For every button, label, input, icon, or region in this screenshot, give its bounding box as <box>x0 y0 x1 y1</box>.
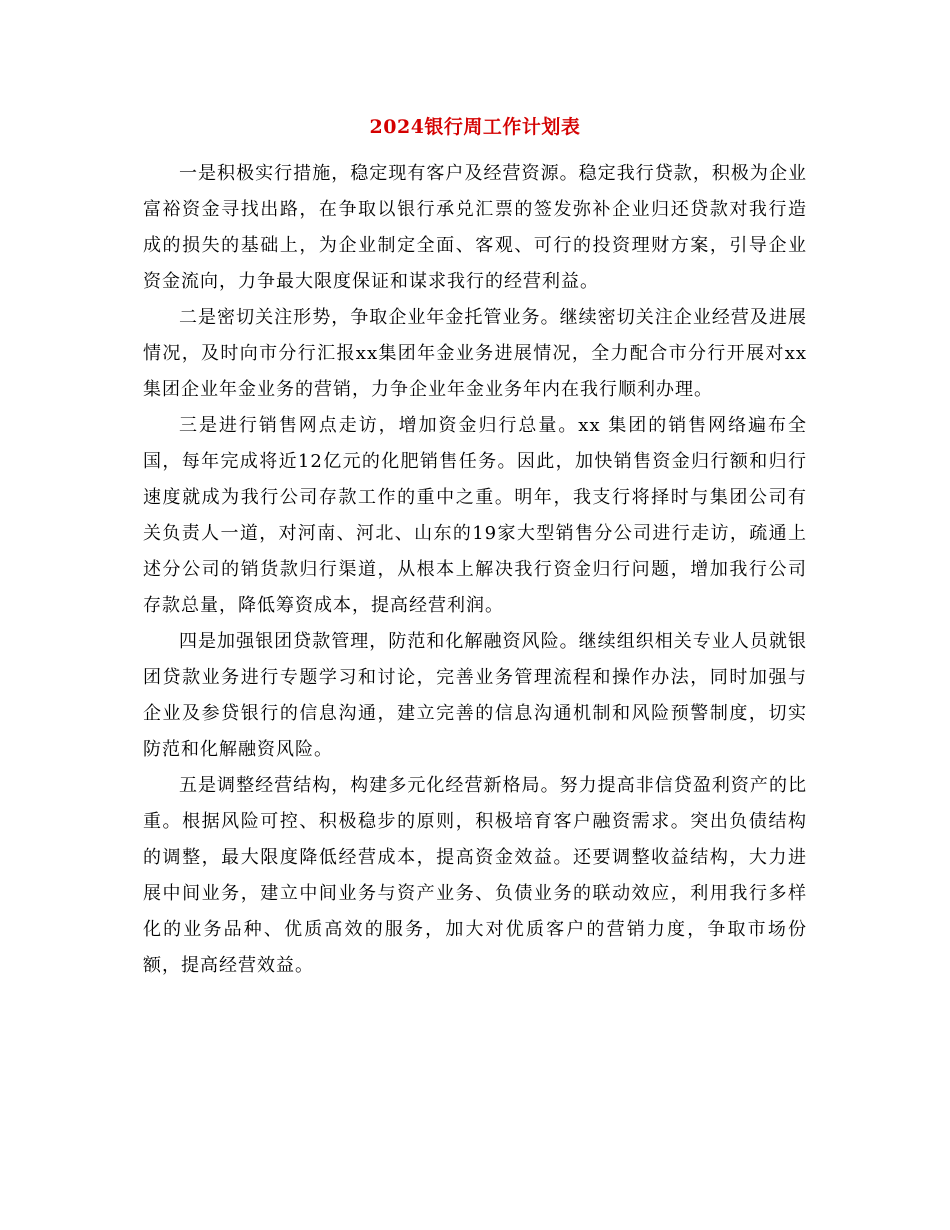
paragraph-5: 五是调整经营结构，构建多元化经营新格局。努力提高非信贷盈利资产的比重。根据风险可控、积极稳步的原则，积极培育客户融资需求。突出负债结构的调整，最大限度降低经营成本，提高资金效益。还要调整收益结构，大力进展中间业务，建立中间业务与资产业务、负债业务的联动效应，利用我行多样化的业务品种、优质高效的服务，加大对优质客户的营销力度，争取市场份额，提高经营效益。 <box>143 775 807 976</box>
paragraph-2: 二是密切关注形势，争取企业年金托管业务。继续密切关注企业经营及进展情况，及时向市分行汇报xx集团年金业务进展情况，全力配合市分行开展对xx集团企业年金业务的营销，力争企业年金业务年内在我行顺利办理。 <box>143 307 807 400</box>
document-body <box>143 156 807 984</box>
paragraph-1: 一是积极实行措施，稳定现有客户及经营资源。稳定我行贷款，积极为企业富裕资金寻找出路，在争取以银行承兑汇票的签发弥补企业归还贷款对我行造成的损失的基础上，为企业制定全面、客观、可行的投资理财方案，引导企业资金流向，力争最大限度保证和谋求我行的经营利益。 <box>143 163 807 292</box>
paragraph-4: 四是加强银团贷款管理，防范和化解融资风险。继续组织相关专业人员就银团贷款业务进行专题学习和讨论，完善业务管理流程和操作办法，同时加强与企业及参贷银行的信息沟通，建立完善的信息沟通机制和风险预警制度，切实防范和化解融资风险。 <box>143 631 807 760</box>
paragraph-3: 三是进行销售网点走访，增加资金归行总量。xx 集团的销售网络遍布全国，每年完成将近12亿元的化肥销售任务。因此，加快销售资金归行额和归行速度就成为我行公司存款工作的重中之重。明年，我支行将择时与集团公司有关负责人一道，对河南、河北、山东的19家大型销售分公司进行走访，疏通上述分公司的销货款归行渠道，从根本上解决我行资金归行问题，增加我行公司存款总量，降低筹资成本，提高经营利润。 <box>143 415 807 616</box>
document-title: 2024银行周工作计划表 <box>369 116 581 138</box>
